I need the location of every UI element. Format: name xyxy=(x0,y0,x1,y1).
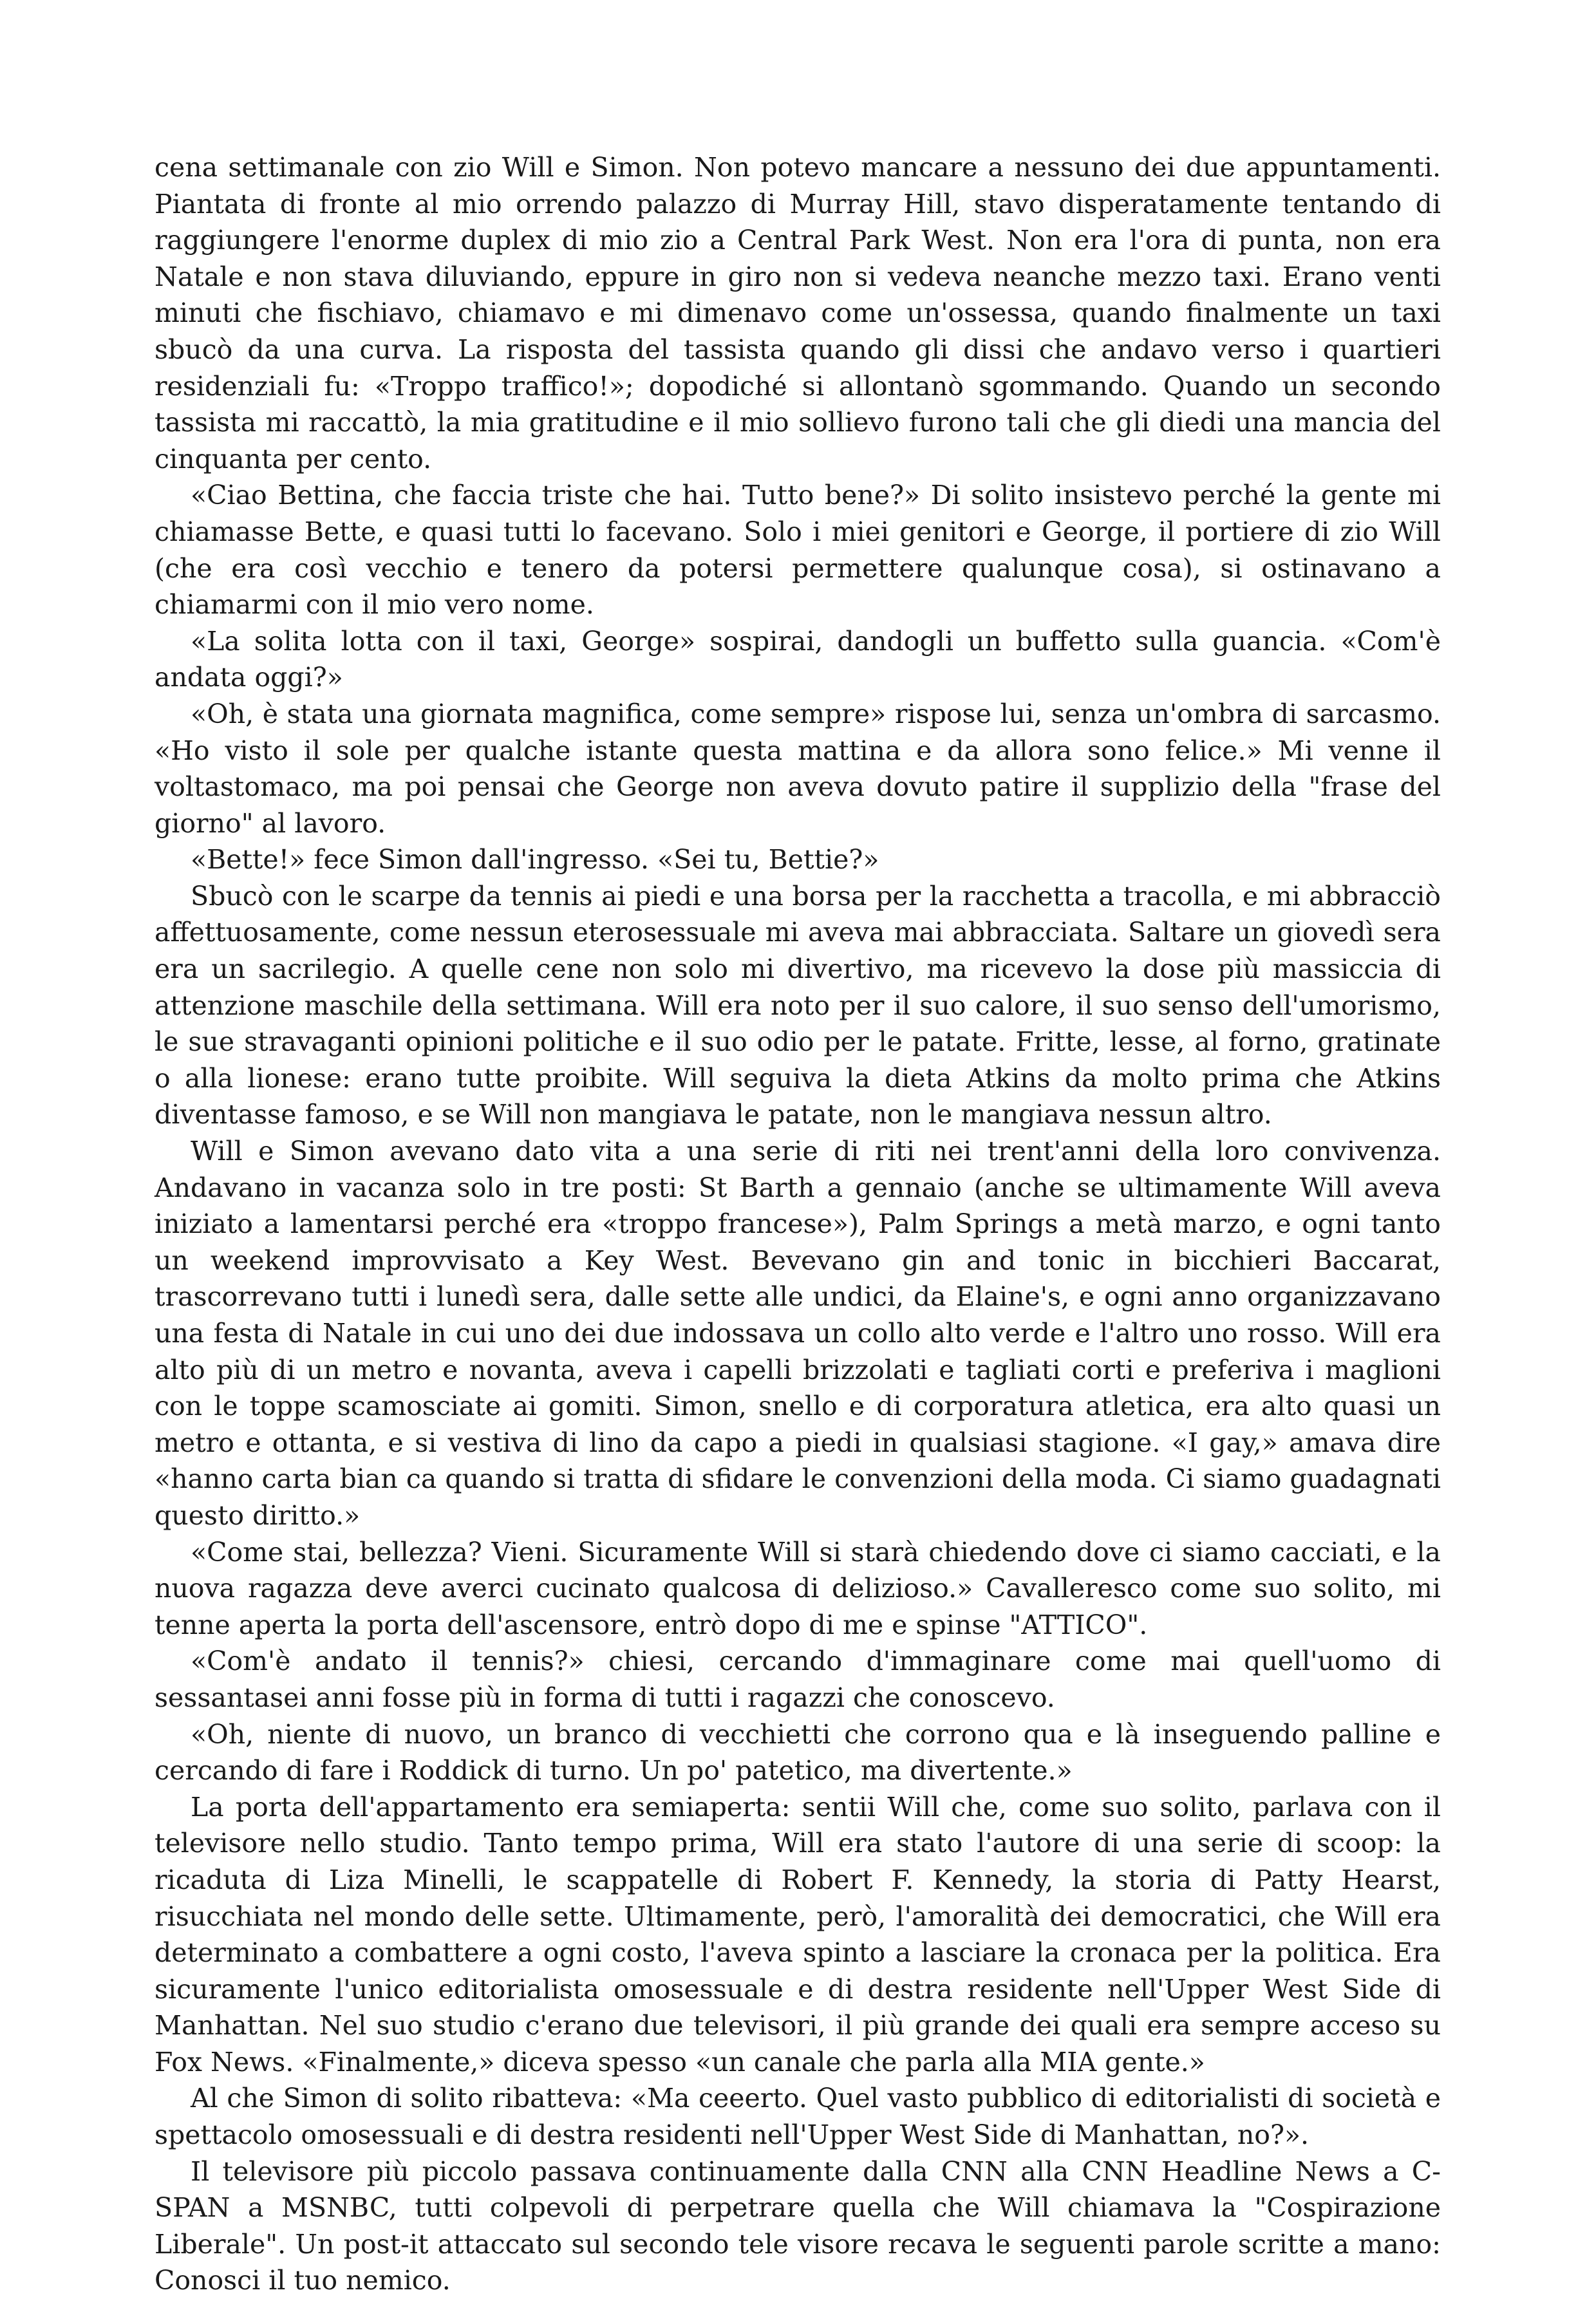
paragraph-3: «La solita lotta con il taxi, George» sospirai, dandogli un buffetto sulla guancia. «Com'è andata oggi?» xyxy=(155,625,1441,693)
paragraph-11: La porta dell'appartamento era semiaperta: sentii Will che, come suo solito, parlava con il televisore nello studio. Tanto tempo prima, Will era stato l'autore di una serie di scoop: la ricaduta di Liza Minelli, le scappatelle di Robert F. Kennedy, la storia di Patty Hearst, risucchiata nel mondo delle sette. Ultimamente, però, l'amoralità dei democratici, che Will era determinato a combattere a ogni costo, l'aveva spinto a lasciare la cronaca per la politica. Era sicuramente l'unico editorialista omosessuale e di destra residente nell'Upper West Side di Manhattan. Nel suo studio c'erano due televisori, il più grande dei quali era sempre acceso su Fox News. «Finalmente,» diceva spesso «un canale che parla alla MIA gente.» xyxy=(155,1791,1441,2078)
paragraph-2: «Ciao Bettina, che faccia triste che hai. Tutto bene?» Di solito insistevo perché la gente mi chiamasse Bette, e quasi tutti lo facevano. Solo i miei genitori e George, il portiere di zio Will (che era così vecchio e tenero da potersi permettere qualunque cosa), si ostinavano a chiamarmi con il mio vero nome. xyxy=(155,480,1441,621)
paragraph-7: Will e Simon avevano dato vita a una serie di riti nei trent'anni della loro convivenza. Andavano in vacanza solo in tre posti: St Barth a gennaio (anche se ultimamente Will aveva iniziato a lamentarsi perché era «troppo francese»), Palm Springs a metà marzo, e ogni tanto un weekend improvvisato a Key West. Bevevano gin and tonic in bicchieri Baccarat, trascorrevano tutti i lunedì sera, dalle sette alle undici, da Elaine's, e ogni anno organizzavano una festa di Natale in cui uno dei due indossava un collo alto verde e l'altro uno rosso. Will era alto più di un metro e novanta, aveva i capelli brizzolati e tagliati corti e preferiva i maglioni con le toppe scamosciate ai gomiti. Simon, snello e di corporatura atletica, era alto quasi un metro e ottanta, e si vestiva di lino da capo a piedi in qualsiasi stagione. «I gay,» amava dire «hanno carta bian ca quando si tratta di sfidare le convenzioni della moda. Ci siamo guadagnati questo diritto.» xyxy=(155,1136,1441,1531)
paragraph-6: Sbucò con le scarpe da tennis ai piedi e una borsa per la racchetta a tracolla, e mi abbracciò affettuosamente, come nessun eterosessuale mi aveva mai abbracciata. Saltare un giovedì sera era un sacrilegio. A quelle cene non solo mi divertivo, ma ricevevo la dose più massiccia di attenzione maschile della settimana. Will era noto per il suo calore, il suo senso dell'umorismo, le sue stravaganti opinioni politiche e il suo odio per le patate. Fritte, lesse, al forno, gratinate o alla lionese: erano tutte proibite. Will seguiva la dieta Atkins da molto prima che Atkins diventasse famoso, e se Will non mangiava le patate, non le mangiava nessun altro. xyxy=(155,880,1441,1131)
page-body xyxy=(155,149,1441,2299)
paragraph-8: «Come stai, bellezza? Vieni. Sicuramente Will si starà chiedendo dove ci siamo cacciati, e la nuova ragazza deve averci cucinato qualcosa di delizioso.» Cavalleresco come suo solito, mi tenne aperta la porta dell'ascensore, entrò dopo di me e spinse "ATTICO". xyxy=(155,1536,1441,1640)
paragraph-13: Il televisore più piccolo passava continuamente dalla CNN alla CNN Headline News a C-SPAN a MSNBC, tutti colpevoli di perpetrare quella che Will chiamava la "Cospirazione Liberale". Un post-it attaccato sul secondo tele visore recava le seguenti parole scritte a mano: Conosci il tuo nemico. xyxy=(155,2155,1441,2296)
paragraph-5: «Bette!» fece Simon dall'ingresso. «Sei tu, Bettie?» xyxy=(191,844,879,876)
paragraph-10: «Oh, niente di nuovo, un branco di vecchietti che corrono qua e là inseguendo palline e cercando di fare i Roddick di turno. Un po' patetico, ma divertente.» xyxy=(155,1718,1441,1787)
paragraph-12: Al che Simon di solito ribatteva: «Ma ceeerto. Quel vasto pubblico di editorialisti di società e spettacolo omosessuali e di destra residenti nell'Upper West Side di Manhattan, no?». xyxy=(155,2083,1441,2151)
paragraph-9: «Com'è andato il tennis?» chiesi, cercando d'immaginare come mai quell'uomo di sessantasei anni fosse più in forma di tutti i ragazzi che conoscevo. xyxy=(155,1646,1441,1713)
paragraph-1: cena settimanale con zio Will e Simon. Non potevo mancare a nessuno dei due appuntamenti. Piantata di fronte al mio orrendo palazzo di Murray Hill, stavo disperatamente tentando di raggiungere l'enorme duplex di mio zio a Central Park West. Non era l'ora di punta, non era Natale e non stava diluviando, eppure in giro non si vedeva neanche mezzo taxi. Erano venti minuti che fischiavo, chiamavo e mi dimenavo come un'ossessa, quando finalmente un taxi sbucò da una curva. La risposta del tassista quando gli dissi che andavo verso i quartieri residenziali fu: «Troppo traffico!»; dopodiché si allontanò sgommando. Quando un secondo tassista mi raccattò, la mia gratitudine e il mio sollievo furono tali che gli diedi una mancia del cinquanta per cento. xyxy=(155,152,1441,474)
paragraph-4: «Oh, è stata una giornata magnifica, come sempre» rispose lui, senza un'ombra di sarcasmo. «Ho visto il sole per qualche istante questa mattina e da allora sono felice.» Mi venne il voltastomaco, ma poi pensai che George non aveva dovuto patire il supplizio della "frase del giorno" al lavoro. xyxy=(155,698,1441,839)
